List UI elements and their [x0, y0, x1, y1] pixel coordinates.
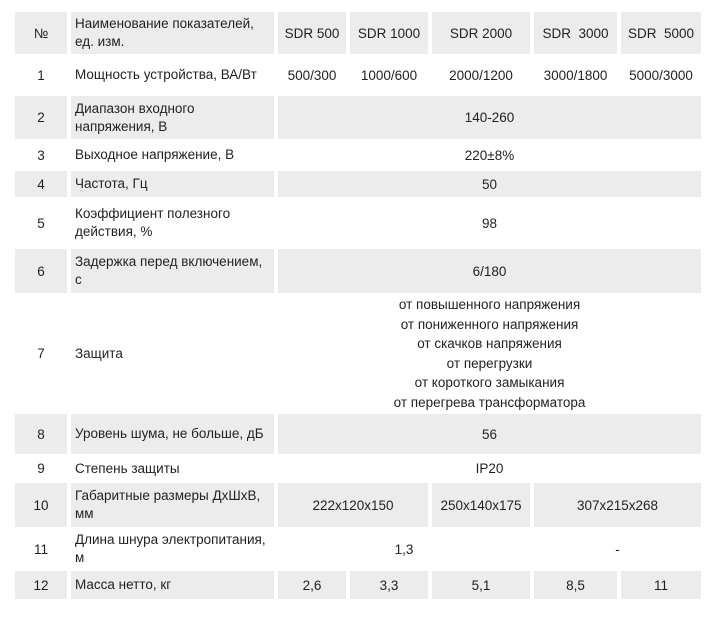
- row-value: 220±8%: [464, 147, 515, 163]
- row-value: 8,5: [534, 571, 617, 599]
- row-value: IP20: [475, 461, 504, 476]
- row-value: 6/180: [278, 249, 701, 293]
- protection-item: от перегрева трансформатора: [393, 394, 586, 410]
- table-row: [15, 293, 701, 414]
- row-value: 140-260: [278, 96, 701, 139]
- protection-item: от повышенного напряжения: [398, 297, 581, 312]
- row-number: 8: [15, 414, 67, 454]
- table-row: [15, 249, 701, 293]
- row-number: 5: [37, 215, 45, 231]
- row-parameter: Задержка перед включением, с: [71, 249, 274, 293]
- row-parameter: Степень защиты: [75, 460, 180, 476]
- row-number: 10: [15, 483, 67, 527]
- protection-list: [278, 293, 701, 414]
- row-value: 2,6: [278, 571, 346, 599]
- row-value: 2000/1200: [449, 67, 513, 83]
- header-model-sdr500: SDR 500: [278, 12, 346, 54]
- row-number: 4: [15, 171, 67, 197]
- row-parameter: Частота, Гц: [71, 171, 274, 197]
- row-value: -: [615, 541, 620, 557]
- header-model-sdr3000: SDR 3000: [534, 12, 617, 54]
- row-parameter: Выходное напряжение, В: [75, 147, 235, 162]
- protection-item: от перегрузки: [446, 355, 533, 371]
- table-row: [15, 454, 701, 483]
- row-parameter: Габаритные размеры ДхШхВ, мм: [71, 483, 274, 527]
- table-row: [15, 527, 701, 571]
- row-value: 307x215x268: [534, 483, 701, 527]
- row-number: 1: [37, 67, 45, 83]
- row-value: 1000/600: [360, 67, 418, 83]
- row-number: 11: [33, 541, 48, 557]
- table-row: [15, 483, 701, 527]
- row-parameter: Коэффициент полезного действия, %: [75, 206, 231, 239]
- header-parameter-name: Наименование показателей, ед. изм.: [71, 12, 274, 54]
- row-number: 9: [37, 461, 45, 476]
- row-value: 5,1: [432, 571, 530, 599]
- header-row: [15, 12, 701, 54]
- table-row: [15, 96, 701, 139]
- header-model-sdr2000: SDR 2000: [432, 12, 530, 54]
- row-value: 11: [621, 571, 701, 599]
- table-row: [15, 171, 701, 197]
- row-value: 1,3: [394, 541, 414, 557]
- row-number: 3: [37, 147, 45, 163]
- row-parameter: Диапазон входного напряжения, В: [71, 96, 274, 139]
- row-number: 6: [15, 249, 67, 293]
- row-value: 250x140x175: [432, 483, 530, 527]
- table-row: [15, 54, 701, 96]
- header-number: №: [15, 12, 67, 54]
- row-value: 222x120x150: [278, 483, 428, 527]
- row-value: 50: [278, 171, 701, 197]
- row-parameter: Масса нетто, кг: [71, 571, 274, 599]
- row-number: 2: [15, 96, 67, 139]
- specifications-table: [11, 12, 705, 599]
- row-value: 56: [278, 414, 701, 454]
- row-parameter: Уровень шума, не больше, дБ: [71, 414, 274, 454]
- table-row: [15, 197, 701, 249]
- protection-item: от пониженного напряжения: [400, 316, 579, 332]
- header-model-sdr5000: SDR 5000: [621, 12, 701, 54]
- row-parameter: Длина шнура электропитания, м: [75, 532, 266, 565]
- row-number: 7: [37, 346, 45, 361]
- table-row: [15, 414, 701, 454]
- protection-item: от скачков напряжения: [417, 336, 562, 351]
- row-value: 3000/1800: [543, 67, 608, 83]
- row-value: 5000/3000: [629, 67, 693, 83]
- table-row: [15, 139, 701, 171]
- protection-item: от короткого замыкания: [414, 375, 565, 390]
- header-model-sdr1000: SDR 1000: [350, 12, 428, 54]
- row-parameter: Мощность устройства, ВА/Вт: [75, 67, 257, 82]
- row-value: 98: [481, 215, 498, 231]
- row-value: 3,3: [350, 571, 428, 599]
- row-parameter: Защита: [75, 345, 123, 361]
- row-number: 12: [15, 571, 67, 599]
- row-value: 500/300: [287, 67, 337, 83]
- table-row: [15, 571, 701, 599]
